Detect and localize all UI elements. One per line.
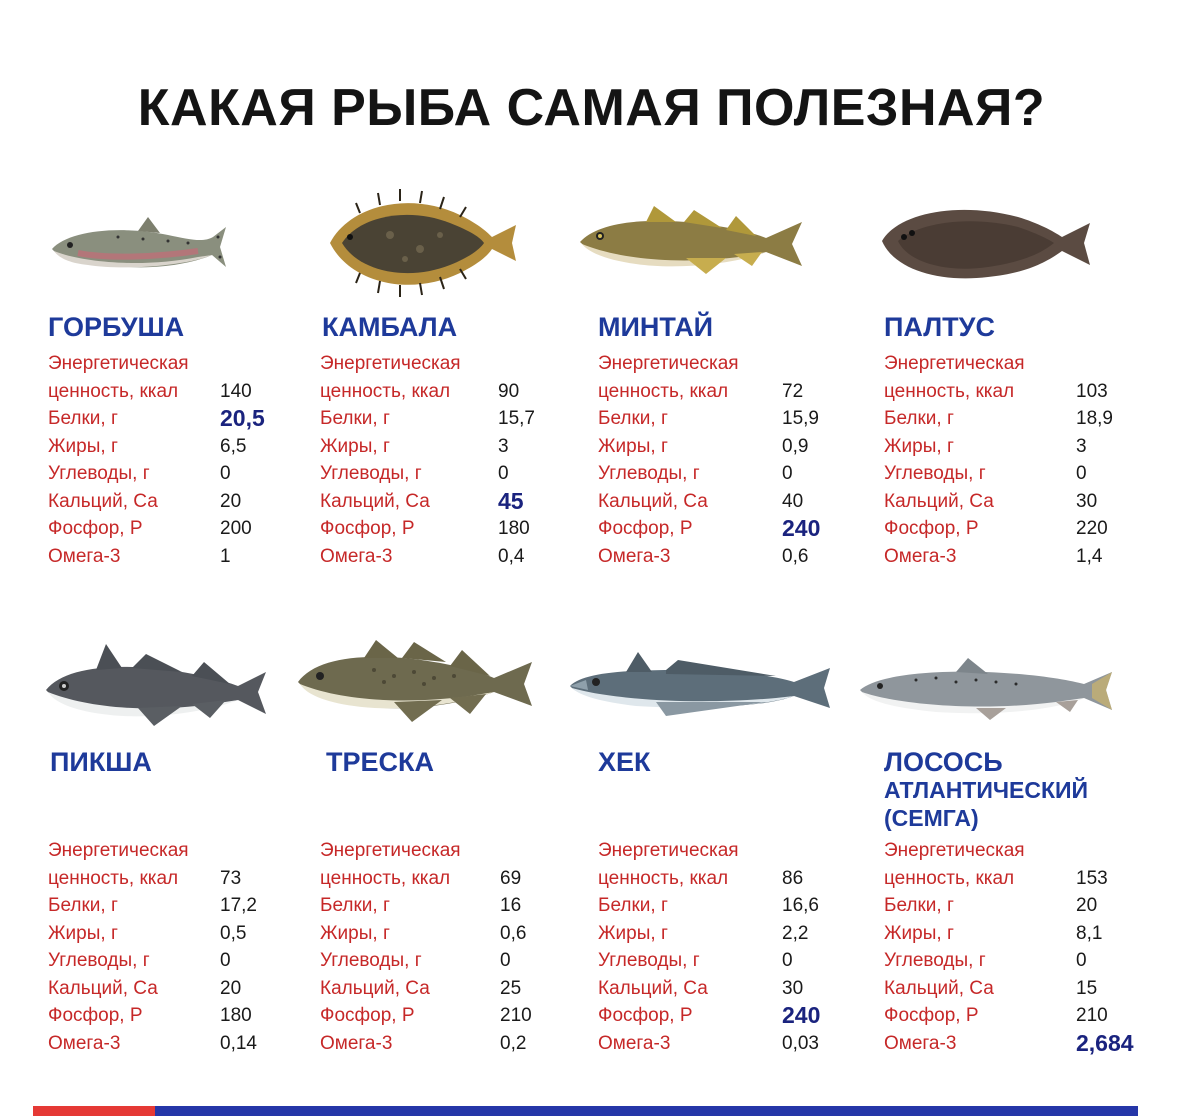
nutrient-value: 90 (498, 380, 520, 402)
nutrient-value: 40 (782, 490, 804, 512)
nutrient-value: 0 (782, 950, 793, 971)
nutrient-label: Белки, г (48, 408, 118, 429)
table-row (48, 433, 338, 461)
nutrient-value: 140 (220, 380, 252, 402)
nutrient-value-highlight: 20,5 (220, 405, 265, 431)
nutrient-label: Омега-3 (48, 1032, 121, 1054)
nutrient-value: 16 (500, 895, 522, 916)
nutrition-table (320, 350, 610, 570)
nutrient-value: 0,6 (500, 922, 527, 944)
table-row (598, 1002, 888, 1030)
nutrient-label: Фосфор, Р (48, 1005, 143, 1026)
nutrient-value: 0 (1076, 950, 1087, 971)
table-row (598, 865, 888, 893)
nutrient-label: Углеводы, г (48, 950, 150, 971)
nutrient-value: 15,9 (782, 408, 819, 429)
nutrition-table (48, 350, 338, 570)
nutrient-label: Углеводы, г (320, 463, 422, 484)
table-row (884, 543, 1174, 571)
nutrient-label: Омега-3 (884, 545, 957, 567)
nutrient-label: Белки, г (598, 408, 668, 429)
nutrient-label: ценность, ккал (598, 867, 729, 889)
table-row (48, 460, 338, 488)
fish-name: МИНТАЙ (598, 312, 714, 342)
nutrient-label: Фосфор, Р (884, 518, 979, 539)
nutrient-label: Фосфор, Р (884, 1005, 979, 1026)
table-row (320, 947, 610, 975)
pollock-image (576, 200, 836, 280)
nutrient-label: Жиры, г (320, 922, 390, 944)
nutrient-label: ценность, ккал (884, 380, 1015, 402)
fish-name: ХЕК (598, 747, 651, 777)
nutrient-label: Фосфор, Р (320, 518, 415, 539)
table-row (320, 865, 610, 893)
nutrient-label: Энергетическая (598, 353, 739, 374)
table-row (320, 920, 610, 948)
nutrition-table (598, 837, 888, 1057)
nutrient-label: Кальций, Са (48, 977, 158, 999)
nutrient-value: 2,2 (782, 922, 809, 944)
nutrient-label: Энергетическая (884, 353, 1025, 374)
atlantic-salmon-image (856, 654, 1116, 724)
nutrient-value: 0 (220, 463, 231, 484)
table-row (320, 350, 610, 378)
nutrient-value: 86 (782, 867, 804, 889)
fish-name (884, 748, 1094, 832)
table-row (320, 543, 610, 571)
table-row (48, 405, 338, 433)
table-row (884, 1002, 1174, 1030)
table-row (48, 350, 338, 378)
table-row (884, 947, 1174, 975)
nutrient-value: 220 (1076, 518, 1108, 539)
nutrient-value-highlight: 45 (498, 487, 524, 514)
nutrient-label: Энергетическая (884, 840, 1025, 861)
table-row (598, 405, 888, 433)
table-row (320, 433, 610, 461)
nutrient-value: 210 (1076, 1005, 1108, 1026)
nutrient-value-highlight: 240 (782, 515, 821, 541)
table-row (598, 1030, 888, 1058)
fish-name-main: ЛОСОСЬ (884, 747, 1003, 777)
nutrient-value: 0 (500, 950, 511, 971)
nutrient-value: 18,9 (1076, 408, 1113, 429)
table-row (48, 1002, 338, 1030)
nutrient-label: Жиры, г (884, 435, 954, 457)
nutrient-value: 0,6 (782, 545, 809, 567)
table-row (320, 892, 610, 920)
fish-name: ГОРБУША (48, 312, 185, 342)
nutrient-label: Белки, г (884, 895, 954, 916)
nutrient-label: Энергетическая (48, 840, 189, 861)
nutrient-label: Жиры, г (320, 435, 390, 457)
nutrient-label: Кальций, Са (884, 977, 994, 999)
nutrient-value: 73 (220, 867, 242, 889)
table-row (884, 1030, 1174, 1058)
nutrient-label: Белки, г (884, 408, 954, 429)
table-row (320, 488, 610, 516)
bar-blue-segment (155, 1106, 1138, 1116)
nutrient-label: Углеводы, г (598, 950, 700, 971)
table-row (884, 515, 1174, 543)
halibut-image (878, 197, 1138, 287)
table-row (48, 543, 338, 571)
table-row (598, 460, 888, 488)
table-row (48, 488, 338, 516)
nutrient-label: Углеводы, г (48, 463, 150, 484)
table-row (48, 975, 338, 1003)
table-row (320, 515, 610, 543)
table-row (884, 405, 1174, 433)
nutrient-label: ценность, ккал (320, 380, 451, 402)
table-row (598, 488, 888, 516)
table-row (48, 947, 338, 975)
nutrient-value: 180 (220, 1005, 252, 1026)
nutrient-label: Кальций, Са (598, 977, 708, 999)
nutrient-label: Белки, г (48, 895, 118, 916)
nutrient-label: Кальций, Са (884, 490, 994, 512)
nutrient-value: 3 (1076, 435, 1087, 457)
nutrition-table (48, 837, 338, 1057)
bottom-color-bar (33, 1106, 1138, 1116)
nutrient-value: 153 (1076, 867, 1108, 889)
table-row (884, 975, 1174, 1003)
nutrient-label: Фосфор, Р (598, 518, 693, 539)
nutrient-value: 15 (1076, 977, 1098, 999)
table-row (598, 515, 888, 543)
nutrient-value: 16,6 (782, 895, 819, 916)
nutrient-label: Углеводы, г (320, 950, 422, 971)
page-title: КАКАЯ РЫБА САМАЯ ПОЛЕЗНАЯ? (137, 79, 1046, 137)
nutrient-label: Жиры, г (884, 922, 954, 944)
table-row (320, 837, 610, 865)
nutrient-label: Кальций, Са (48, 490, 158, 512)
nutrient-value: 0,4 (498, 545, 525, 567)
nutrient-value: 1 (220, 545, 231, 567)
table-row (320, 1030, 610, 1058)
nutrient-label: Энергетическая (320, 353, 461, 374)
nutrient-label: Углеводы, г (598, 463, 700, 484)
nutrition-table (884, 837, 1174, 1057)
table-row (884, 920, 1174, 948)
nutrient-label: ценность, ккал (48, 867, 179, 889)
table-row (598, 892, 888, 920)
table-row (48, 920, 338, 948)
nutrient-label: Белки, г (320, 895, 390, 916)
nutrient-label: Энергетическая (48, 353, 189, 374)
nutrient-label: Омега-3 (598, 545, 671, 567)
nutrient-value: 0,5 (220, 922, 247, 944)
table-row (598, 837, 888, 865)
table-row (884, 892, 1174, 920)
nutrient-label: Омега-3 (320, 545, 393, 567)
table-row (598, 433, 888, 461)
nutrient-value: 20 (1076, 895, 1098, 916)
nutrient-value: 20 (220, 490, 242, 512)
nutrient-value: 15,7 (498, 408, 535, 429)
fish-name: ТРЕСКА (326, 747, 434, 777)
table-row (884, 350, 1174, 378)
nutrient-label: ценность, ккал (320, 867, 451, 889)
nutrition-table (884, 350, 1174, 570)
nutrient-value: 72 (782, 380, 804, 402)
nutrition-table (320, 837, 610, 1057)
nutrient-value: 1,4 (1076, 545, 1103, 567)
table-row (598, 350, 888, 378)
table-row (48, 837, 338, 865)
nutrient-label: Энергетическая (320, 840, 461, 861)
table-row (884, 433, 1174, 461)
nutrient-value: 0 (1076, 463, 1087, 484)
nutrient-value: 3 (498, 435, 509, 457)
nutrient-value-highlight: 240 (782, 1002, 821, 1028)
nutrient-label: Омега-3 (320, 1032, 393, 1054)
nutrient-label: ценность, ккал (884, 867, 1015, 889)
nutrient-value: 200 (220, 518, 252, 539)
table-row (48, 892, 338, 920)
nutrition-table (598, 350, 888, 570)
table-row (884, 837, 1174, 865)
nutrient-value: 20 (220, 977, 242, 999)
nutrient-value: 0,03 (782, 1032, 819, 1054)
nutrient-value: 0,9 (782, 435, 809, 457)
table-row (598, 947, 888, 975)
nutrient-label: Кальций, Са (598, 490, 708, 512)
nutrient-value: 25 (500, 977, 522, 999)
table-row (598, 975, 888, 1003)
nutrient-value: 103 (1076, 380, 1108, 402)
nutrient-label: Омега-3 (48, 545, 121, 567)
fish-name: КАМБАЛА (322, 312, 458, 342)
table-row (48, 865, 338, 893)
table-row (884, 460, 1174, 488)
nutrient-value: 17,2 (220, 895, 257, 916)
nutrient-value: 0,2 (500, 1032, 527, 1054)
fish-name: ПАЛТУС (884, 312, 995, 342)
nutrient-label: Углеводы, г (884, 463, 986, 484)
nutrient-value: 0 (220, 950, 231, 971)
fish-name: ПИКША (50, 747, 152, 777)
nutrient-label: Углеводы, г (884, 950, 986, 971)
nutrient-label: Белки, г (320, 408, 390, 429)
nutrient-label: Жиры, г (598, 922, 668, 944)
fish-name-sub: АТЛАНТИЧЕСКИЙ (СЕМГА) (884, 777, 1089, 831)
nutrient-value: 0 (498, 463, 509, 484)
table-row (320, 405, 610, 433)
flounder-image (320, 185, 580, 300)
nutrient-label: Фосфор, Р (598, 1005, 693, 1026)
haddock-image (42, 642, 302, 732)
table-row (884, 488, 1174, 516)
table-row (320, 1002, 610, 1030)
nutrient-label: Кальций, Са (320, 490, 430, 512)
nutrient-label: Кальций, Са (320, 977, 430, 999)
nutrient-label: ценность, ккал (48, 380, 179, 402)
pink-salmon-image (48, 213, 308, 275)
table-row (320, 460, 610, 488)
table-row (48, 1030, 338, 1058)
nutrient-label: Фосфор, Р (320, 1005, 415, 1026)
nutrient-value: 6,5 (220, 435, 247, 457)
nutrient-value: 180 (498, 518, 530, 539)
table-row (884, 378, 1174, 406)
nutrient-label: Жиры, г (598, 435, 668, 457)
table-row (884, 865, 1174, 893)
nutrient-label: Жиры, г (48, 922, 118, 944)
table-row (48, 515, 338, 543)
nutrient-label: Энергетическая (598, 840, 739, 861)
table-row (598, 920, 888, 948)
nutrient-label: Омега-3 (884, 1032, 957, 1054)
nutrient-value: 210 (500, 1005, 532, 1026)
nutrient-value: 0 (782, 463, 793, 484)
table-row (48, 378, 338, 406)
nutrient-value: 69 (500, 867, 522, 889)
nutrient-label: Белки, г (598, 895, 668, 916)
nutrient-value-highlight: 2,684 (1076, 1029, 1134, 1056)
nutrient-label: Фосфор, Р (48, 518, 143, 539)
nutrient-label: ценность, ккал (598, 380, 729, 402)
nutrient-label: Омега-3 (598, 1032, 671, 1054)
table-row (598, 378, 888, 406)
nutrient-value: 30 (1076, 490, 1098, 512)
table-row (320, 378, 610, 406)
nutrient-label: Жиры, г (48, 435, 118, 457)
nutrient-value: 0,14 (220, 1032, 257, 1054)
nutrient-value: 30 (782, 977, 804, 999)
nutrient-value: 8,1 (1076, 922, 1103, 944)
table-row (598, 543, 888, 571)
bar-red-segment (33, 1106, 155, 1116)
table-row (320, 975, 610, 1003)
cod-image (294, 636, 554, 728)
hake-image (566, 646, 826, 726)
